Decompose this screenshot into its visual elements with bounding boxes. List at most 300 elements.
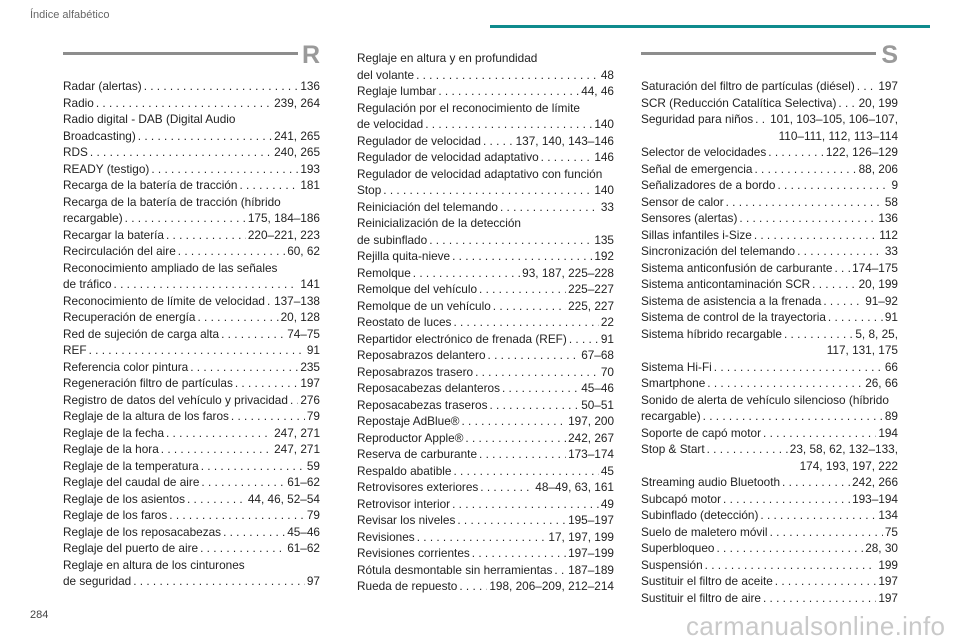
header-accent-bar <box>490 25 930 28</box>
dot-leader <box>413 265 520 282</box>
entry-term: Señalizadores de a bordo <box>641 178 776 192</box>
dot-leader <box>231 408 305 425</box>
dot-leader <box>453 314 598 331</box>
dot-leader <box>200 540 285 557</box>
section-divider <box>63 52 298 55</box>
entry-pages: 242, 267 <box>568 430 614 445</box>
entry-row <box>63 425 320 442</box>
entry-row <box>357 397 614 414</box>
index-entry <box>63 441 320 458</box>
entry-pages: 141 <box>300 277 320 291</box>
dot-leader <box>857 78 877 95</box>
dot-leader <box>166 227 246 244</box>
dot-leader <box>221 326 285 343</box>
index-entry <box>641 260 898 277</box>
dot-leader <box>201 474 285 491</box>
entry-row <box>63 458 320 475</box>
dot-leader <box>541 149 593 166</box>
entry-pages: 20, 128 <box>280 310 320 324</box>
entry-pages-continued: 110–111, 112, 113–114 <box>778 128 898 143</box>
entry-row <box>63 474 320 491</box>
dot-leader <box>770 524 883 541</box>
entry-term: de tráfico <box>63 277 112 291</box>
entry-row <box>641 326 898 343</box>
entry-row <box>63 540 320 557</box>
dot-leader <box>169 507 305 524</box>
index-entry <box>357 413 614 430</box>
dot-leader <box>835 260 851 277</box>
entry-term: READY (testigo) <box>63 161 150 176</box>
dot-leader <box>114 276 299 293</box>
index-entry <box>357 430 614 447</box>
entry-row <box>641 375 898 392</box>
entry-term: Stop <box>357 183 382 197</box>
dot-leader <box>838 95 856 112</box>
entry-term: Reposabrazos trasero <box>357 364 474 379</box>
entry-term: Sistema de asistencia a la frenada <box>641 293 822 308</box>
entry-pages: 135 <box>594 232 614 247</box>
index-entry <box>357 100 614 133</box>
entry-row <box>63 144 320 161</box>
index-entry <box>63 524 320 541</box>
index-entry <box>641 441 898 474</box>
dot-leader <box>726 194 883 211</box>
entry-row <box>357 116 614 133</box>
index-entry <box>357 512 614 529</box>
entry-term: Referencia color pintura <box>63 359 189 374</box>
entry-term: Subcapó motor <box>641 491 722 506</box>
entry-row <box>641 557 898 574</box>
entry-pages: 239, 264 <box>274 95 320 110</box>
index-entry <box>357 50 614 83</box>
entry-term: Reostato de luces <box>357 315 452 329</box>
dot-leader <box>425 116 592 133</box>
entry-term-line: Reglaje en altura y en profundidad <box>357 51 538 65</box>
dot-leader <box>828 309 883 326</box>
entry-term: Seguridad para niños <box>641 112 754 126</box>
dot-leader <box>755 161 857 178</box>
index-entry <box>357 496 614 513</box>
entry-pages: 93, 187, 225–228 <box>522 265 614 280</box>
entry-pages: 197 <box>878 79 898 93</box>
entry-pages: 197, 200 <box>568 414 614 428</box>
index-entry <box>63 425 320 442</box>
dot-leader <box>768 144 824 161</box>
entry-pages: 59 <box>306 458 320 473</box>
entry-term: Subinflado (detección) <box>641 508 759 522</box>
entry-pages: 173–174 <box>568 447 614 461</box>
index-entry <box>641 144 898 161</box>
entry-pages-continued: 174, 193, 197, 222 <box>799 458 898 473</box>
index-column-1 <box>63 41 320 590</box>
entry-term: Sensores (alertas) <box>641 211 738 225</box>
entry-pages: 197 <box>300 376 320 390</box>
entry-pages: 60, 62 <box>287 244 320 258</box>
entry-row <box>641 359 898 376</box>
entry-pages: 48 <box>600 67 614 82</box>
entry-pages: 89 <box>884 409 898 423</box>
index-entry <box>63 161 320 178</box>
index-entry <box>63 260 320 293</box>
entry-term: Respaldo abatible <box>357 463 452 478</box>
dot-leader <box>429 232 592 249</box>
index-entry <box>357 281 614 298</box>
entry-pages: 20, 199 <box>858 95 898 110</box>
entry-pages-continued: 117, 131, 175 <box>826 343 898 357</box>
entry-row <box>641 590 898 607</box>
entry-term: Rejilla quita-nieve <box>357 249 451 263</box>
entry-term-line: Recarga de la batería de tracción (híbrido <box>63 194 281 209</box>
entry-term: Remolque del vehículo <box>357 282 478 296</box>
dot-leader <box>823 293 863 310</box>
entry-term: Retrovisor interior <box>357 496 451 511</box>
entry-row <box>357 347 614 364</box>
dot-leader <box>190 359 298 376</box>
entry-term: REF <box>63 343 87 357</box>
index-entry <box>63 491 320 508</box>
entry-term: Reglaje de la fecha <box>63 425 164 440</box>
entry-pages: 75 <box>884 524 898 539</box>
dot-leader <box>452 496 599 513</box>
entry-row <box>357 496 614 513</box>
dot-leader <box>197 309 278 326</box>
entry-term: Reglaje lumbar <box>357 84 437 98</box>
index-entry <box>63 177 320 194</box>
index-entry <box>63 507 320 524</box>
entry-pages: 195–197 <box>568 513 614 527</box>
entry-term: Streaming audio Bluetooth <box>641 475 781 489</box>
entry-row <box>63 227 320 244</box>
entry-row <box>641 276 898 293</box>
index-entry <box>357 364 614 381</box>
entry-row <box>357 331 614 348</box>
entry-pages: 70 <box>600 364 614 379</box>
entry-row <box>641 95 898 112</box>
entry-pages: 241, 265 <box>274 128 320 143</box>
entry-term: Soporte de capó motor <box>641 425 762 440</box>
index-entry <box>357 446 614 463</box>
index-entry <box>357 215 614 248</box>
section-divider <box>641 52 876 55</box>
entry-row <box>63 293 320 310</box>
dot-leader <box>96 95 272 112</box>
entry-row <box>641 243 898 260</box>
dot-leader <box>290 392 298 409</box>
section-letter-r: R <box>301 41 320 69</box>
index-entry <box>63 557 320 590</box>
index-entry <box>641 276 898 293</box>
entry-term: Sistema de control de la trayectoria <box>641 310 826 324</box>
index-entry <box>357 463 614 480</box>
entry-row <box>357 248 614 265</box>
dot-leader <box>490 397 580 414</box>
entry-row <box>63 177 320 194</box>
index-entry <box>641 210 898 227</box>
entry-term: Recirculación del aire <box>63 244 176 258</box>
entry-term: Reglaje de los asientos <box>63 491 185 506</box>
index-entry <box>641 177 898 194</box>
entry-pages: 33 <box>884 244 898 258</box>
entry-row <box>63 276 320 293</box>
entry-pages: 134 <box>878 508 898 522</box>
dot-leader <box>133 573 305 590</box>
index-entry <box>641 425 898 442</box>
index-entry <box>357 545 614 562</box>
dot-leader <box>755 111 768 128</box>
entry-row <box>357 479 614 496</box>
dot-leader <box>125 210 246 227</box>
entry-term: Reglaje de los reposacabezas <box>63 524 222 539</box>
entry-term: recargable) <box>63 211 123 225</box>
entry-term: Reposacabezas traseros <box>357 397 488 412</box>
dot-leader <box>812 276 856 293</box>
dot-leader <box>479 446 566 463</box>
entry-term-line: Reconocimiento ampliado de las señales <box>63 260 278 275</box>
dot-leader <box>187 491 246 508</box>
entry-term: Sistema Hi-Fi <box>641 359 712 374</box>
entry-row <box>641 194 898 211</box>
entry-row <box>641 491 898 508</box>
index-entry <box>357 166 614 199</box>
entry-term: Suspensión <box>641 557 703 572</box>
entry-term: del volante <box>357 67 415 82</box>
index-column-2 <box>357 50 614 595</box>
entry-pages: 247, 271 <box>274 442 320 456</box>
entry-term: Sistema anticontaminación SCR <box>641 277 811 291</box>
entry-row <box>357 578 614 595</box>
entry-row <box>63 491 320 508</box>
entry-term: Reconocimiento de límite de velocidad <box>63 293 265 308</box>
entry-term: Reglaje de la temperatura <box>63 458 199 473</box>
entry-pages: 199 <box>878 557 898 572</box>
dot-leader <box>739 210 876 227</box>
entry-pages: 276 <box>300 392 320 407</box>
entry-term: SCR (Reducción Catalítica Selectiva) <box>641 95 837 110</box>
entry-row <box>641 507 898 524</box>
dot-leader <box>775 573 877 590</box>
entry-term: Superbloqueo <box>641 541 715 555</box>
entry-pages: 146 <box>594 150 614 164</box>
entry-term: Reglaje de la altura de los faros <box>63 409 229 423</box>
entry-row <box>641 177 898 194</box>
entry-pages: 112 <box>879 227 898 242</box>
dot-leader <box>777 177 889 194</box>
entry-term: Reglaje del caudal de aire <box>63 475 200 489</box>
entry-term: Saturación del filtro de partículas (diésel) <box>641 79 855 93</box>
entry-row <box>357 512 614 529</box>
dot-leader <box>235 375 298 392</box>
dot-leader <box>707 441 788 458</box>
entry-term: Rueda de repuesto <box>357 579 458 593</box>
entry-term: Reglaje de los faros <box>63 508 168 522</box>
dot-leader <box>223 524 285 541</box>
dot-leader <box>453 463 598 480</box>
entry-pages: 197–199 <box>568 546 614 560</box>
index-entry <box>357 83 614 100</box>
entry-term: Sustituir el filtro de aire <box>641 590 761 605</box>
entry-term: Regulador de velocidad adaptativo <box>357 150 539 164</box>
index-entry <box>63 342 320 359</box>
dot-leader <box>554 562 566 579</box>
index-entry <box>63 78 320 95</box>
dot-leader <box>784 326 853 343</box>
index-entry <box>357 331 614 348</box>
dot-leader <box>452 248 592 265</box>
entry-pages: 225, 227 <box>568 298 614 313</box>
entry-row <box>641 227 898 244</box>
index-entry <box>63 227 320 244</box>
index-entry <box>63 111 320 144</box>
index-entry <box>63 474 320 491</box>
entry-row <box>63 573 320 590</box>
entry-term: Señal de emergencia <box>641 161 753 176</box>
dot-leader <box>707 375 863 392</box>
entry-row <box>641 408 898 425</box>
entry-term: Reglaje del puerto de aire <box>63 541 199 555</box>
entry-row <box>357 314 614 331</box>
entry-row <box>357 380 614 397</box>
entry-row <box>357 265 614 282</box>
entry-row <box>357 463 614 480</box>
entry-pages: 193–194 <box>852 491 898 506</box>
entry-row <box>641 111 898 128</box>
entry-pages: 23, 58, 62, 132–133, <box>789 442 898 456</box>
dot-leader <box>480 479 533 496</box>
entry-term-line: Regulación por el reconocimiento de límite <box>357 100 580 115</box>
entry-row <box>63 507 320 524</box>
entry-term: Sillas infantiles i-Size <box>641 227 752 242</box>
entry-term: Recuperación de energía <box>63 310 196 324</box>
entry-term: Revisar los niveles <box>357 513 456 527</box>
entry-pages: 58 <box>884 194 898 209</box>
index-entry <box>63 540 320 557</box>
dot-leader <box>465 430 566 447</box>
dot-leader <box>763 425 876 442</box>
entry-row <box>63 243 320 260</box>
dot-leader <box>723 491 850 508</box>
entry-pages: 33 <box>600 199 614 214</box>
entry-pages: 17, 197, 199 <box>548 529 614 544</box>
entry-pages: 74–75 <box>287 326 320 341</box>
dot-leader <box>267 293 272 310</box>
entry-term: Recarga de la batería de tracción <box>63 178 238 192</box>
dot-leader <box>161 441 272 458</box>
entry-term: Registro de datos del vehículo y privacidad <box>63 392 288 407</box>
entry-row <box>641 441 898 458</box>
entry-pages: 194 <box>878 425 898 440</box>
entry-term: de velocidad <box>357 117 424 131</box>
dot-leader <box>472 545 566 562</box>
entry-pages: 45–46 <box>581 381 614 395</box>
dot-leader <box>239 177 298 194</box>
entry-pages: 88, 206 <box>858 161 898 176</box>
entry-row <box>63 210 320 227</box>
entry-row <box>641 260 898 277</box>
entry-pages: 9 <box>891 178 898 192</box>
dot-leader <box>569 331 599 348</box>
dot-leader <box>166 425 272 442</box>
section-letter-s: S <box>881 41 898 69</box>
entry-pages: 20, 199 <box>858 277 898 291</box>
entry-row <box>357 562 614 579</box>
entry-pages: 50–51 <box>581 397 614 412</box>
index-entry <box>641 573 898 590</box>
index-entry <box>63 309 320 326</box>
dot-leader <box>797 243 883 260</box>
index-entry <box>357 149 614 166</box>
entry-row <box>641 474 898 491</box>
dot-leader <box>714 359 883 376</box>
entry-term: Smartphone <box>641 376 706 390</box>
index-entry <box>641 557 898 574</box>
entry-row <box>641 524 898 541</box>
dot-leader <box>705 557 877 574</box>
entry-row <box>357 430 614 447</box>
entry-pages: 91 <box>600 331 614 346</box>
index-entry <box>357 529 614 546</box>
entry-row <box>357 281 614 298</box>
entry-term: Revisiones <box>357 529 415 544</box>
dot-leader <box>502 380 579 397</box>
entry-pages: 187–189 <box>568 562 614 577</box>
entry-pages: 91 <box>306 343 320 357</box>
entry-term: Remolque <box>357 265 411 280</box>
entry-pages: 48–49, 63, 161 <box>535 480 614 494</box>
entry-term: Repartidor electrónico de frenada (REF) <box>357 331 567 346</box>
dot-leader <box>89 342 305 359</box>
entry-term: Reiniciación del telemando <box>357 199 498 214</box>
entry-pages: 140 <box>594 183 614 197</box>
watermark: carmanualsonline.info <box>686 611 946 641</box>
entry-term: Sistema anticonfusión de carburante <box>641 260 833 275</box>
entry-term: Reposabrazos delantero <box>357 348 486 362</box>
index-entry <box>641 95 898 112</box>
dot-leader <box>90 144 272 161</box>
dot-leader <box>138 128 272 145</box>
entry-row <box>641 540 898 557</box>
entry-term-line: Reinicialización de la detección <box>357 216 521 230</box>
entry-pages: 136 <box>878 211 898 225</box>
index-entry <box>357 479 614 496</box>
entry-pages: 247, 271 <box>274 425 320 440</box>
entry-pages: 45–46 <box>287 524 320 539</box>
entry-term: Sistema híbrido recargable <box>641 326 782 341</box>
entry-term: Sincronización del telemando <box>641 244 796 258</box>
entry-pages: 175, 184–186 <box>247 211 320 225</box>
dot-leader <box>151 161 298 178</box>
page-header-title: Índice alfabético <box>30 9 110 21</box>
entry-row <box>63 342 320 359</box>
entry-row <box>357 133 614 150</box>
entry-term: RDS <box>63 145 88 159</box>
entry-row <box>63 375 320 392</box>
entry-pages: 61–62 <box>287 475 320 489</box>
entry-pages: 97 <box>306 574 320 588</box>
index-entry <box>641 78 898 95</box>
entry-term: Red de sujeción de carga alta <box>63 326 220 341</box>
entry-pages: 28, 30 <box>865 541 898 555</box>
index-entry <box>357 380 614 397</box>
dot-leader <box>201 458 305 475</box>
section-header-r <box>63 41 320 78</box>
entry-row <box>63 408 320 425</box>
entry-pages: 91–92 <box>865 293 898 308</box>
entry-row <box>641 78 898 95</box>
dot-leader <box>763 590 876 607</box>
entry-row <box>357 364 614 381</box>
dot-leader <box>782 474 850 491</box>
entry-row <box>357 83 614 100</box>
